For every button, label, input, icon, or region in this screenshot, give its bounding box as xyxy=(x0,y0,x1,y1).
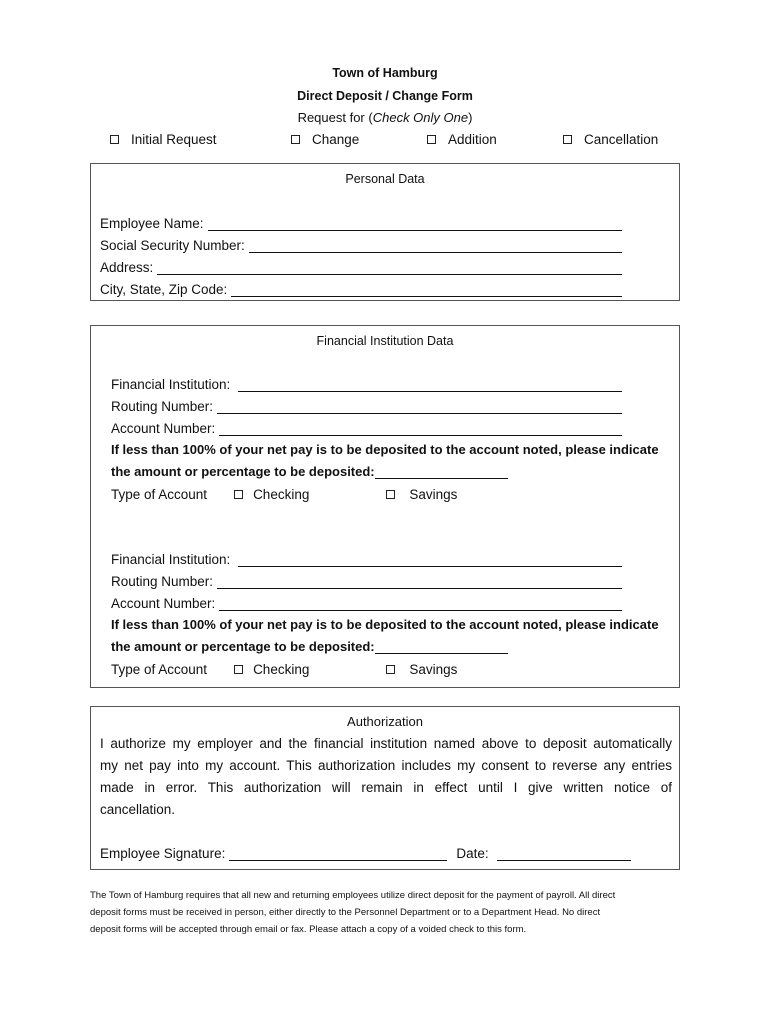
account-type-label: Type of Account xyxy=(111,661,208,677)
ssn-label: Social Security Number: xyxy=(100,238,245,253)
request-prefix: Request for ( xyxy=(297,110,373,125)
percent-instruction-1a: If less than 100% of your net pay is to be deposited to the account noted, please indicate xyxy=(111,442,659,457)
option-initial-request[interactable] xyxy=(110,132,217,147)
option-label: Initial Request xyxy=(131,132,217,147)
option-label: Cancellation xyxy=(584,132,659,147)
institution-2-input[interactable] xyxy=(238,552,622,567)
account-2-input[interactable] xyxy=(219,596,622,611)
signature-row xyxy=(100,844,631,862)
account-1-input[interactable] xyxy=(219,421,622,436)
checkbox-initial-request[interactable] xyxy=(110,135,119,144)
employee-name-label: Employee Name: xyxy=(100,216,204,231)
routing-label: Routing Number: xyxy=(111,574,214,589)
institution-label: Financial Institution: xyxy=(111,552,231,567)
authorization-section xyxy=(90,706,680,870)
option-label: Addition xyxy=(448,132,497,147)
signature-label: Employee Signature: xyxy=(100,845,226,861)
city-state-zip-input[interactable] xyxy=(231,282,622,297)
form-title: Direct Deposit / Change Form xyxy=(297,89,473,103)
ssn-field[interactable] xyxy=(100,235,622,253)
financial-data-section xyxy=(90,325,680,688)
routing-2-input[interactable] xyxy=(217,574,622,589)
checkbox-cancellation[interactable] xyxy=(563,135,572,144)
percent-instruction-2a: If less than 100% of your net pay is to be deposited to the account noted, please indicate xyxy=(111,617,659,632)
savings-label: Savings xyxy=(409,486,458,502)
auth-line-3: made in error. This authorization will remain in effect until I give written notice of xyxy=(100,780,672,795)
institution-2-field[interactable] xyxy=(111,549,622,567)
account-label: Account Number: xyxy=(111,421,216,436)
request-italic: Check Only One xyxy=(372,110,469,125)
account-type-label: Type of Account xyxy=(111,486,208,502)
checking-label: Checking xyxy=(253,486,310,502)
address-label: Address: xyxy=(100,260,154,275)
option-addition[interactable] xyxy=(427,132,497,147)
city-state-zip-field[interactable] xyxy=(100,279,622,297)
percent-label: the amount or percentage to be deposited: xyxy=(111,464,375,479)
request-suffix: ) xyxy=(468,110,473,125)
option-cancellation[interactable] xyxy=(563,132,658,147)
request-instruction xyxy=(0,110,770,125)
ssn-input[interactable] xyxy=(249,238,622,253)
account-type-2-row xyxy=(111,660,457,678)
address-field[interactable] xyxy=(100,257,622,275)
account-2-field[interactable] xyxy=(111,593,622,611)
authorization-title: Authorization xyxy=(347,714,423,729)
percent-instruction-2b xyxy=(111,639,508,654)
checkbox-addition[interactable] xyxy=(427,135,436,144)
routing-1-field[interactable] xyxy=(111,396,622,414)
auth-line-2: my net pay into my account. This authorization includes my consent to reverse any entries xyxy=(100,758,672,773)
personal-data-title: Personal Data xyxy=(345,172,425,186)
institution-1-field[interactable] xyxy=(111,374,622,392)
routing-label: Routing Number: xyxy=(111,399,214,414)
financial-data-title: Financial Institution Data xyxy=(316,334,454,348)
org-title: Town of Hamburg xyxy=(332,66,438,80)
authorization-text xyxy=(100,733,672,821)
institution-label: Financial Institution: xyxy=(111,377,231,392)
signature-input[interactable] xyxy=(229,846,447,861)
institution-1-input[interactable] xyxy=(238,377,622,392)
city-state-zip-label: City, State, Zip Code: xyxy=(100,282,228,297)
request-options xyxy=(0,132,770,152)
routing-2-field[interactable] xyxy=(111,571,622,589)
personal-data-section xyxy=(90,163,680,301)
account-label: Account Number: xyxy=(111,596,216,611)
checking-label: Checking xyxy=(253,661,310,677)
option-change[interactable] xyxy=(291,132,359,147)
percent-2-input[interactable] xyxy=(375,641,508,654)
option-label: Change xyxy=(312,132,360,147)
account-1-field[interactable] xyxy=(111,418,622,436)
footer-line-3: deposit forms will be accepted through email or fax. Please attach a copy of a voided check to this form. xyxy=(90,924,527,935)
footer-line-2: deposit forms must be received in person, either directly to the Personnel Department or to a Department Head. No direct xyxy=(90,907,601,918)
percent-1-input[interactable] xyxy=(375,466,508,479)
footer-line-1: The Town of Hamburg requires that all new and returning employees utilize direct deposit for the payment of payroll. All direct xyxy=(90,890,616,901)
checking-2-checkbox[interactable] xyxy=(234,665,243,674)
routing-1-input[interactable] xyxy=(217,399,622,414)
savings-2-checkbox[interactable] xyxy=(386,665,395,674)
auth-line-1: I authorize my employer and the financial institution named above to deposit automatically xyxy=(100,736,672,751)
date-label: Date: xyxy=(456,845,489,861)
employee-name-field[interactable] xyxy=(100,213,622,231)
percent-instruction-1b xyxy=(111,464,508,479)
date-input[interactable] xyxy=(497,846,631,861)
savings-1-checkbox[interactable] xyxy=(386,490,395,499)
account-type-1-row xyxy=(111,485,457,503)
percent-label: the amount or percentage to be deposited: xyxy=(111,639,375,654)
footer-notice xyxy=(90,887,690,938)
address-input[interactable] xyxy=(157,260,622,275)
checking-1-checkbox[interactable] xyxy=(234,490,243,499)
employee-name-input[interactable] xyxy=(208,216,622,231)
savings-label: Savings xyxy=(409,661,458,677)
checkbox-change[interactable] xyxy=(291,135,300,144)
auth-line-4: cancellation. xyxy=(100,802,176,817)
